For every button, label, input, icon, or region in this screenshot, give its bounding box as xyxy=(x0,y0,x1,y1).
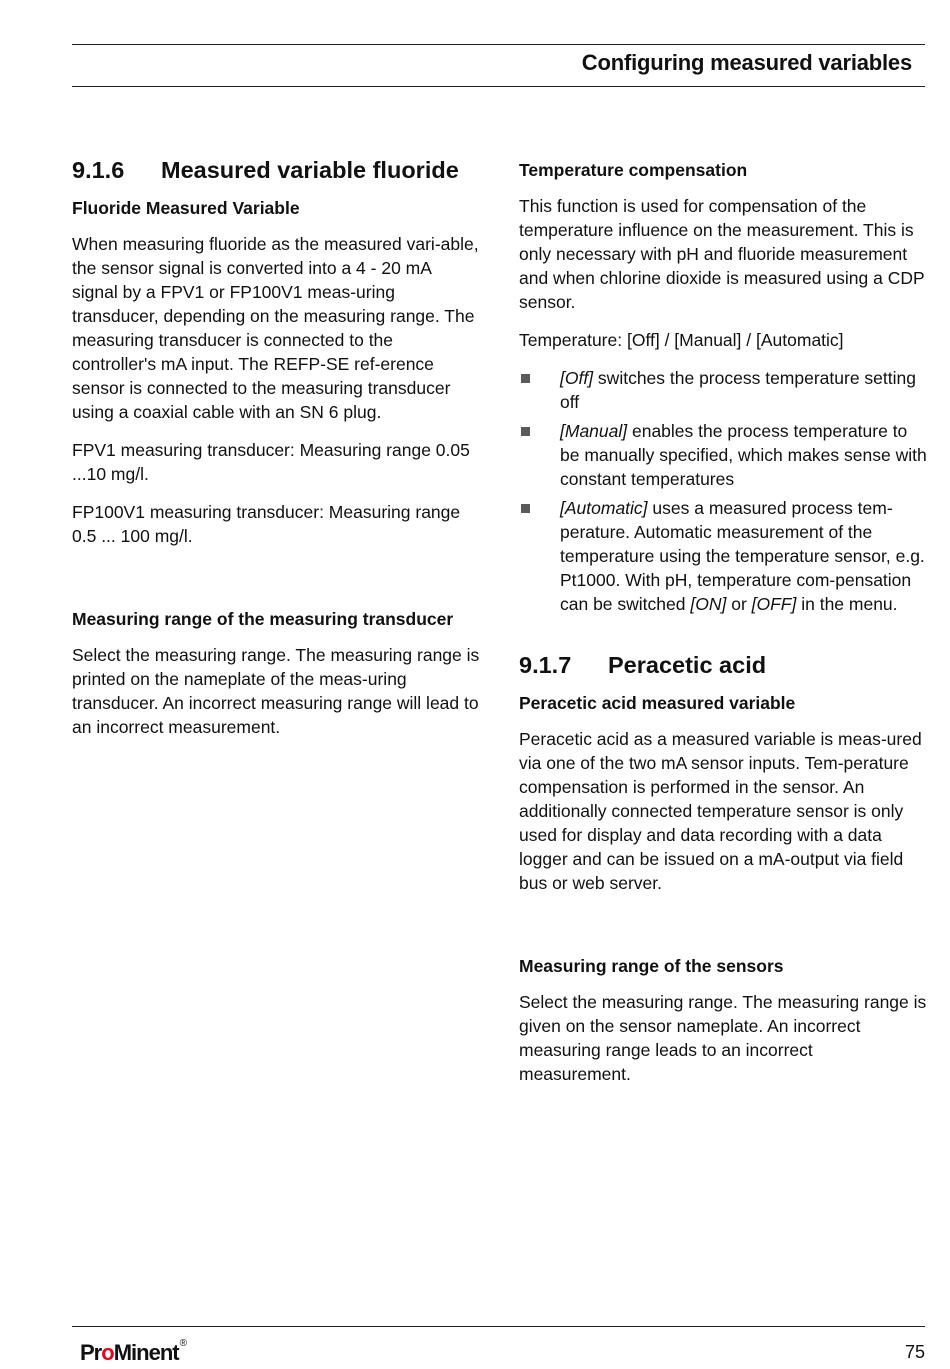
logo-text-pr: Pr xyxy=(80,1340,102,1365)
transducer-range-paragraph: Select the measuring range. The measuring range is printed on the nameplate of the meas-uring transducer. An incorrect measuring range will lead to an incorrect measurement. xyxy=(72,645,480,737)
header-rule-bottom xyxy=(72,86,925,87)
option-description: uses a measured process tem-perature. Automatic measurement of the temperature using the temperature sensor, e.g. Pt1000. With pH, temperature com-pensation can be switched xyxy=(560,498,925,614)
option-label: [Off] xyxy=(560,368,594,388)
header-rule-top xyxy=(72,44,925,45)
sensor-range-subheading: Measuring range of the sensors xyxy=(519,956,784,976)
peracetic-acid-paragraph: Peracetic acid as a measured variable is meas-ured via one of the two mA sensor inputs. Tem-perature compensation is performed in the sensor. An additionally connected temperature sensor is only used for display and data recording with a data logger and can be issued on a mA-output via field bus or web server. xyxy=(519,729,922,893)
section-heading-9-1-7 xyxy=(519,649,927,681)
fpv1-range-paragraph: FPV1 measuring transducer: Measuring range 0.05 ...10 mg/l. xyxy=(72,440,470,484)
logo-text-minent: Minent xyxy=(113,1340,179,1365)
transducer-range-subheading: Measuring range of the measuring transducer xyxy=(72,609,454,629)
section-title: Measured variable fluoride xyxy=(161,157,459,183)
prominent-logo xyxy=(80,1340,186,1366)
option-label: [Automatic] xyxy=(560,498,648,518)
bullet-square-icon xyxy=(521,374,530,383)
option-label: [Manual] xyxy=(560,421,628,441)
section-title: Peracetic acid xyxy=(608,652,767,678)
option-connector: or xyxy=(726,594,752,614)
list-item xyxy=(519,419,927,491)
peracetic-acid-subheading: Peracetic acid measured variable xyxy=(519,693,796,713)
fluoride-paragraph: When measuring fluoride as the measured vari-able, the sensor signal is converted into a 4 - 20 mA signal by a FPV1 or FP100V1 meas-uring transducer, depending on the measuring range. The measuring transducer is connected to the controller's mA input. The REFP-SE ref-erence sensor is connected to the measuring transducer using a coaxial cable with an SN 6 plug. xyxy=(72,234,479,422)
temperature-options-list xyxy=(519,366,927,616)
logo-registered-mark: ® xyxy=(179,1338,186,1349)
logo-text-o: o xyxy=(101,1340,114,1365)
fp100v1-range-paragraph: FP100V1 measuring transducer: Measuring range 0.5 ... 100 mg/l. xyxy=(72,502,461,546)
section-heading-9-1-6 xyxy=(72,154,480,186)
temperature-options-line: Temperature: [Off] / [Manual] / [Automatic] xyxy=(519,330,844,350)
list-item xyxy=(519,366,927,414)
page-number: 75 xyxy=(904,1342,925,1362)
right-column xyxy=(519,154,927,1100)
temperature-compensation-subheading: Temperature compensation xyxy=(519,160,748,180)
bullet-square-icon xyxy=(521,504,530,513)
left-column xyxy=(72,154,480,753)
page-header-title: Configuring measured variables xyxy=(581,50,912,75)
list-item xyxy=(519,496,927,616)
option-description: enables the process temperature to be manually specified, which makes sense with constant temperatures xyxy=(560,421,927,489)
menu-option-off: [OFF] xyxy=(751,594,797,614)
sensor-range-paragraph: Select the measuring range. The measuring range is given on the sensor nameplate. An incorrect measuring range leads to an incorrect measurement. xyxy=(519,992,927,1084)
temperature-compensation-paragraph: This function is used for compensation of the temperature influence on the measurement. This is only necessary with pH and fluoride measurement and when chlorine dioxide is measured using a CDP sensor. xyxy=(519,196,925,312)
bullet-square-icon xyxy=(521,427,530,436)
fluoride-subheading: Fluoride Measured Variable xyxy=(72,198,300,218)
section-number: 9.1.6 xyxy=(72,157,125,183)
footer-rule xyxy=(72,1326,925,1327)
option-tail: in the menu. xyxy=(796,594,898,614)
menu-option-on: [ON] xyxy=(690,594,727,614)
section-number: 9.1.7 xyxy=(519,652,572,678)
option-description: switches the process temperature setting off xyxy=(560,368,916,412)
